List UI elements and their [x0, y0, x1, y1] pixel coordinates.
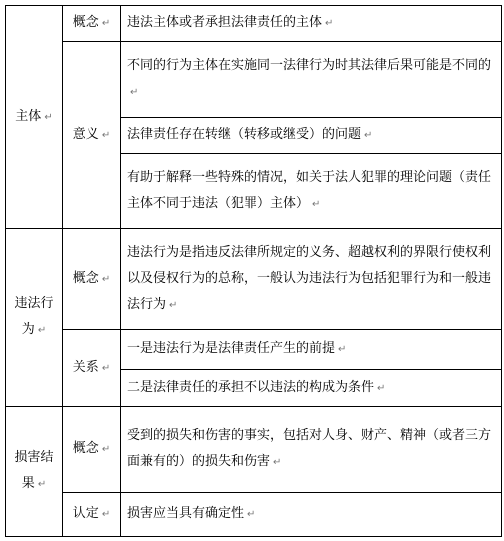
section-title-text: 违法行为	[14, 296, 54, 337]
row-label-text: 意义	[72, 126, 99, 142]
cell-text: 一是违法行为是法律责任产生的前提	[127, 341, 336, 356]
paragraph-mark-icon: ↵	[273, 457, 282, 468]
table-row	[6, 6, 502, 42]
row-label-text: 概念	[72, 441, 99, 456]
paragraph-mark-icon: ↵	[377, 382, 386, 394]
paragraph-mark-icon: ↵	[101, 273, 111, 285]
cell-text: 违法行为是指违反法律所规定的义务、超越权利的界限行使权利以及侵权行为的总称，一般认为违法行为包括犯罪行为和一般违法行为	[127, 244, 492, 312]
cell-text: 有助于解释一些特殊的情况，如关于法人犯罪的理论问题（责任主体不同于违法（犯罪）主体）	[127, 169, 492, 211]
table-cell	[121, 330, 502, 370]
paragraph-mark-icon: ↵	[130, 87, 139, 98]
table-row	[6, 229, 502, 330]
cell-text: 受到的损失和伤害的事实，包括对人身、财产、精神（或者三方面兼有的）的损失和伤害	[127, 428, 492, 469]
paragraph-mark-icon: ↵	[325, 18, 334, 29]
legal-responsibility-table	[5, 5, 502, 537]
paragraph-mark-icon: ↵	[101, 444, 111, 455]
paragraph-mark-icon: ↵	[101, 509, 111, 520]
paragraph-mark-icon: ↵	[37, 479, 47, 490]
row-label-text: 概念	[72, 15, 99, 30]
paragraph-mark-icon: ↵	[101, 362, 111, 374]
table-cell	[121, 407, 502, 493]
section-title-damage-result	[6, 407, 63, 537]
table-cell	[121, 118, 502, 154]
cell-text: 不同的行为主体在实施同一法律行为时其法律后果可能是不同的	[127, 58, 492, 73]
paragraph-mark-icon: ↵	[101, 129, 111, 141]
cell-text: 法律责任存在转继（转移或继受）的问题	[127, 127, 362, 142]
row-label-text: 概念	[72, 270, 99, 286]
paragraph-mark-icon: ↵	[364, 130, 373, 141]
table-row	[6, 42, 502, 118]
cell-text: 二是法律责任的承担不以违法的构成为条件	[127, 379, 375, 395]
table-cell	[121, 6, 502, 42]
section-title-text: 主体	[15, 108, 42, 124]
cell-text: 损害应当具有确定性	[127, 506, 245, 521]
cell-text: 违法主体或者承担法律责任的主体	[127, 15, 323, 30]
table-cell	[121, 229, 502, 330]
paragraph-mark-icon: ↵	[338, 344, 347, 355]
row-label	[63, 229, 121, 330]
row-label-text: 关系	[72, 359, 99, 375]
table-cell	[121, 370, 502, 407]
section-title-illegal-act	[6, 229, 63, 407]
section-title-subject	[6, 6, 63, 229]
paragraph-mark-icon: ↵	[312, 198, 321, 210]
row-label	[63, 407, 121, 493]
row-label	[63, 42, 121, 229]
table-row	[6, 493, 502, 537]
paragraph-mark-icon: ↵	[247, 509, 256, 520]
paragraph-mark-icon: ↵	[44, 111, 53, 123]
paragraph-mark-icon: ↵	[37, 325, 47, 336]
table-row	[6, 330, 502, 370]
table-cell	[121, 154, 502, 229]
table-row	[6, 407, 502, 493]
paragraph-mark-icon: ↵	[169, 299, 178, 311]
paragraph-mark-icon: ↵	[101, 18, 111, 29]
row-label-text: 认定	[72, 506, 99, 521]
section-title-text: 损害结果	[14, 450, 54, 491]
row-label	[63, 6, 121, 42]
table-cell	[121, 493, 502, 537]
row-label	[63, 330, 121, 407]
row-label	[63, 493, 121, 537]
table-cell	[121, 42, 502, 118]
